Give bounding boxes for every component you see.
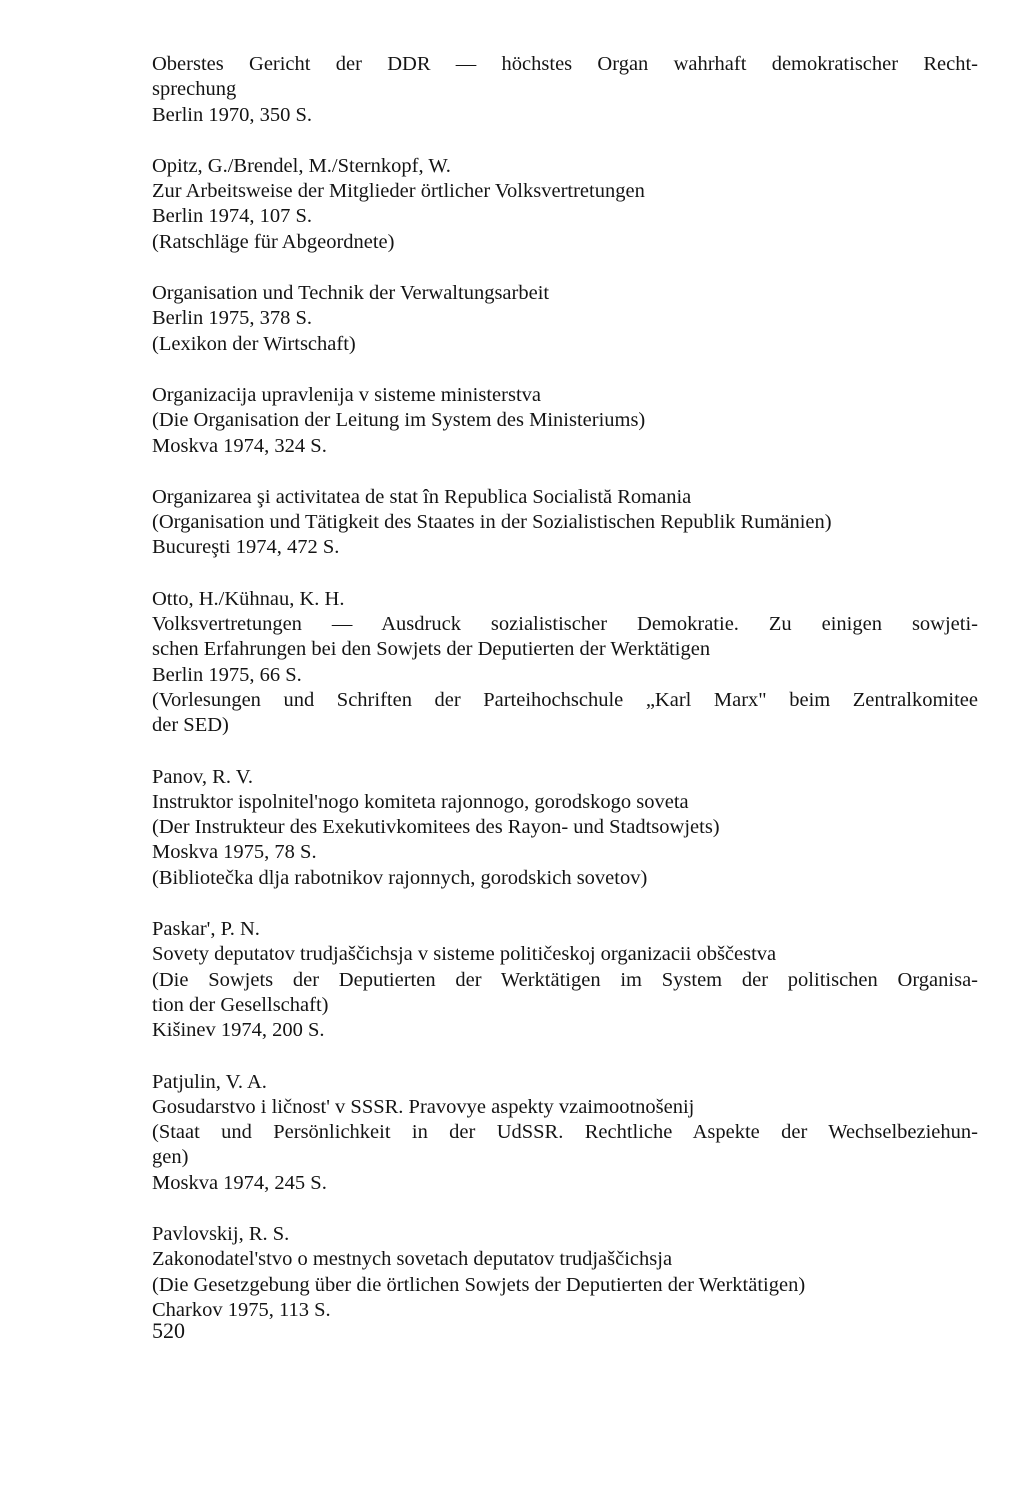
bibliography-entry (152, 52, 978, 128)
bibliography-entry (152, 1070, 978, 1196)
entry-line: Moskva 1975, 78 S. (152, 841, 317, 864)
entry-line: Instruktor ispolnitel'nogo komiteta rajonnogo, gorodskogo soveta (152, 790, 689, 813)
entry-line: Organisation und Technik der Verwaltungsarbeit (152, 282, 550, 305)
entry-line: Organizacija upravlenija v sisteme ministerstva (152, 383, 541, 406)
entry-line: (Die Organisation der Leitung im System des Ministeriums) (152, 409, 646, 432)
entry-line: Kišinev 1974, 200 S. (152, 1019, 325, 1042)
entry-line: gen) (152, 1146, 189, 1169)
entry-line: Panov, R. V. (152, 765, 254, 788)
entry-line: Paskar', P. N. (152, 918, 260, 941)
bibliography-entry (152, 587, 978, 739)
entry-line: der SED) (152, 714, 229, 737)
entry-line: (Vorlesungen und Schriften der Parteihochschule „Karl Marx" beim Zentralkomitee (152, 688, 978, 711)
entry-line: Oberstes Gericht der DDR — höchstes Organ wahrhaft demokratischer Recht- (152, 53, 978, 75)
entry-line: (Lexikon der Wirtschaft) (152, 332, 356, 355)
bibliography-entry (152, 765, 978, 891)
entry-line: Otto, H./Kühnau, K. H. (152, 587, 345, 610)
entry-line: Zur Arbeitsweise der Mitglieder örtlicher Volksvertretungen (152, 180, 645, 203)
entry-line: Bucureşti 1974, 472 S. (152, 536, 340, 559)
bibliography-entry (152, 917, 978, 1043)
entry-line: (Organisation und Tätigkeit des Staates in der Sozialistischen Republik Rumänien) (152, 511, 832, 534)
entry-line: Pavlovskij, R. S. (152, 1222, 290, 1245)
entry-line: Volksvertretungen — Ausdruck sozialistischer Demokratie. Zu einigen sowjeti- (152, 613, 978, 636)
entry-line: Berlin 1970, 350 S. (152, 103, 313, 126)
entry-line: Organizarea şi activitatea de stat în Republica Socialistă Romania (152, 485, 692, 508)
entry-line: Patjulin, V. A. (152, 1070, 267, 1093)
entry-line: (Die Gesetzgebung über die örtlichen Sowjets der Deputierten der Werktätigen) (152, 1273, 806, 1296)
bibliography-entry (152, 383, 978, 459)
entry-line: schen Erfahrungen bei den Sowjets der Deputierten der Werktätigen (152, 638, 711, 661)
entry-line: Charkov 1975, 113 S. (152, 1298, 331, 1321)
entry-line: Berlin 1975, 378 S. (152, 307, 313, 330)
entry-line: (Die Sowjets der Deputierten der Werktätigen im System der politischen Organisa- (152, 968, 978, 991)
bibliography-entry (152, 1222, 978, 1323)
entry-line: Moskva 1974, 324 S. (152, 434, 327, 457)
bibliography-entry (152, 281, 978, 357)
entry-line: Opitz, G./Brendel, M./Sternkopf, W. (152, 154, 451, 177)
entry-line: Berlin 1974, 107 S. (152, 205, 313, 228)
bibliography-entry (152, 154, 978, 255)
entry-line: sprechung (152, 78, 237, 101)
entry-line: (Bibliotečka dlja rabotnikov rajonnych, gorodskich sovetov) (152, 866, 648, 889)
entry-line: Gosudarstvo i ličnost' v SSSR. Pravovye aspekty vzaimootnošenij (152, 1095, 695, 1118)
entry-line: Zakonodatel'stvo o mestnych sovetach deputatov trudjaščichsja (152, 1248, 673, 1271)
entry-line: (Staat und Persönlichkeit in der UdSSR. Rechtliche Aspekte der Wechselbeziehun- (152, 1121, 978, 1144)
bibliography-entry (152, 485, 978, 561)
entry-line: tion der Gesellschaft) (152, 993, 329, 1016)
page-number: 520 (152, 1318, 185, 1343)
bibliography-list (152, 52, 978, 1349)
entry-line: (Der Instrukteur des Exekutivkomitees des Rayon- und Stadtsowjets) (152, 816, 720, 839)
entry-line: Moskva 1974, 245 S. (152, 1171, 327, 1194)
entry-line: Berlin 1975, 66 S. (152, 663, 302, 686)
entry-line: (Ratschläge für Abgeordnete) (152, 230, 395, 253)
entry-line: Sovety deputatov trudjaščichsja v sisteme političeskoj organizacii obščestva (152, 943, 777, 966)
